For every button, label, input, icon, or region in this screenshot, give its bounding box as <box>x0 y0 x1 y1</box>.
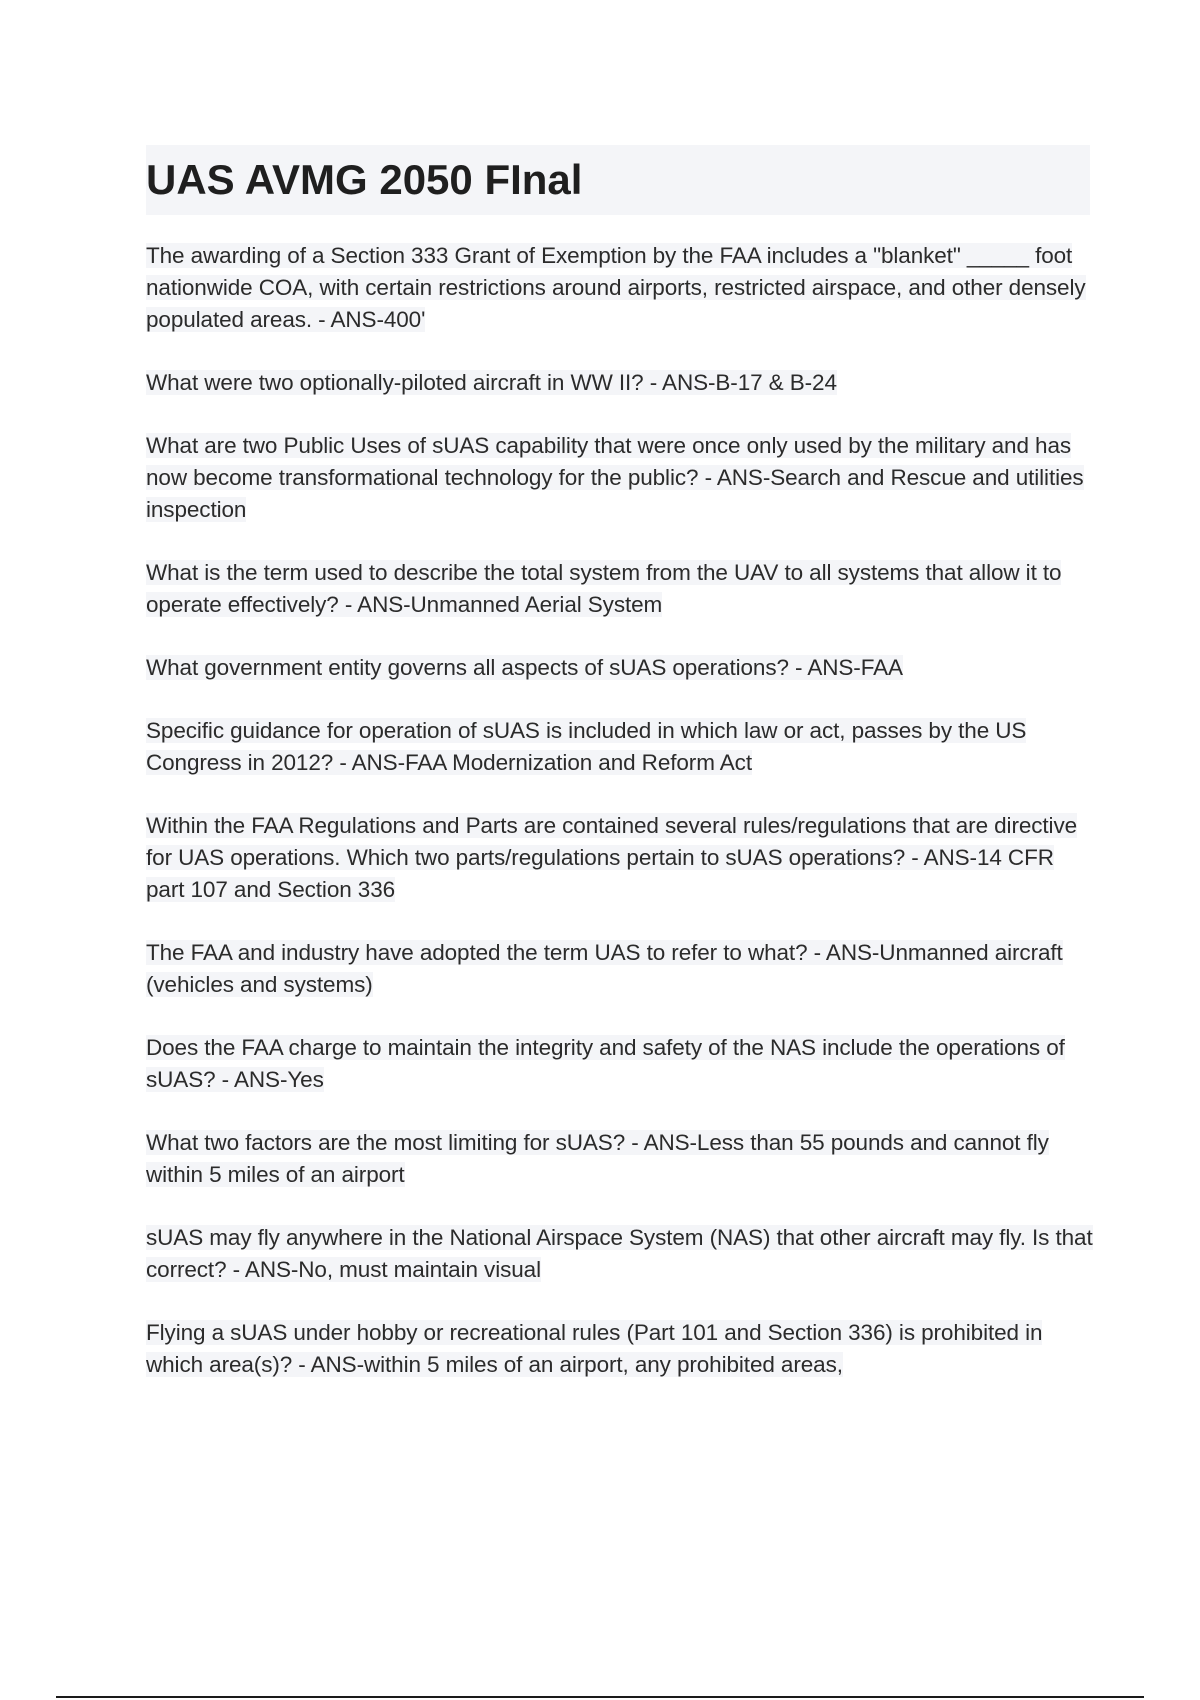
qa-text: The awarding of a Section 333 Grant of Exemption by the FAA includes a "blanket" _____ foot nationwide COA, with certain restrictions around airports, restricted airspace, and other densely populated areas. - ANS-400' <box>146 243 1086 332</box>
qa-item <box>146 240 1096 336</box>
qa-item <box>146 1127 1096 1191</box>
qa-list <box>146 240 1096 1412</box>
footer-divider <box>56 1696 1144 1698</box>
qa-item <box>146 430 1096 526</box>
page-title: UAS AVMG 2050 FInal <box>146 156 583 203</box>
qa-item <box>146 810 1096 906</box>
qa-item <box>146 367 1096 399</box>
qa-text: The FAA and industry have adopted the term UAS to refer to what? - ANS-Unmanned aircraft (vehicles and systems) <box>146 940 1063 997</box>
qa-text: What were two optionally-piloted aircraft in WW II? - ANS-B-17 & B-24 <box>146 370 837 395</box>
qa-text: What two factors are the most limiting for sUAS? - ANS-Less than 55 pounds and cannot fly within 5 miles of an airport <box>146 1130 1049 1187</box>
qa-item <box>146 715 1096 779</box>
qa-text: Within the FAA Regulations and Parts are contained several rules/regulations that are directive for UAS operations. Which two parts/regulations pertain to sUAS operations? - ANS-14 CFR part 107 and Section 336 <box>146 813 1078 902</box>
title-block <box>146 145 1090 215</box>
qa-text: What is the term used to describe the total system from the UAV to all systems that allow it to operate effectively? - ANS-Unmanned Aerial System <box>146 560 1062 617</box>
qa-item <box>146 1222 1096 1286</box>
qa-text: What are two Public Uses of sUAS capability that were once only used by the military and has now become transformational technology for the public? - ANS-Search and Rescue and utilities inspection <box>146 433 1084 522</box>
qa-text: Specific guidance for operation of sUAS is included in which law or act, passes by the US Congress in 2012? - ANS-FAA Modernization and Reform Act <box>146 718 1027 775</box>
qa-item <box>146 1032 1096 1096</box>
qa-text: Does the FAA charge to maintain the integrity and safety of the NAS include the operations of sUAS? - ANS-Yes <box>146 1035 1065 1092</box>
qa-text: Flying a sUAS under hobby or recreational rules (Part 101 and Section 336) is prohibited in which area(s)? - ANS-within 5 miles of an airport, any prohibited areas, <box>146 1320 1043 1377</box>
qa-item <box>146 652 1096 684</box>
qa-item <box>146 1317 1096 1381</box>
qa-item <box>146 557 1096 621</box>
qa-text: sUAS may fly anywhere in the National Airspace System (NAS) that other aircraft may fly. Is that correct? - ANS-No, must maintain visual <box>146 1225 1093 1282</box>
qa-text: What government entity governs all aspects of sUAS operations? - ANS-FAA <box>146 655 903 680</box>
qa-item <box>146 937 1096 1001</box>
